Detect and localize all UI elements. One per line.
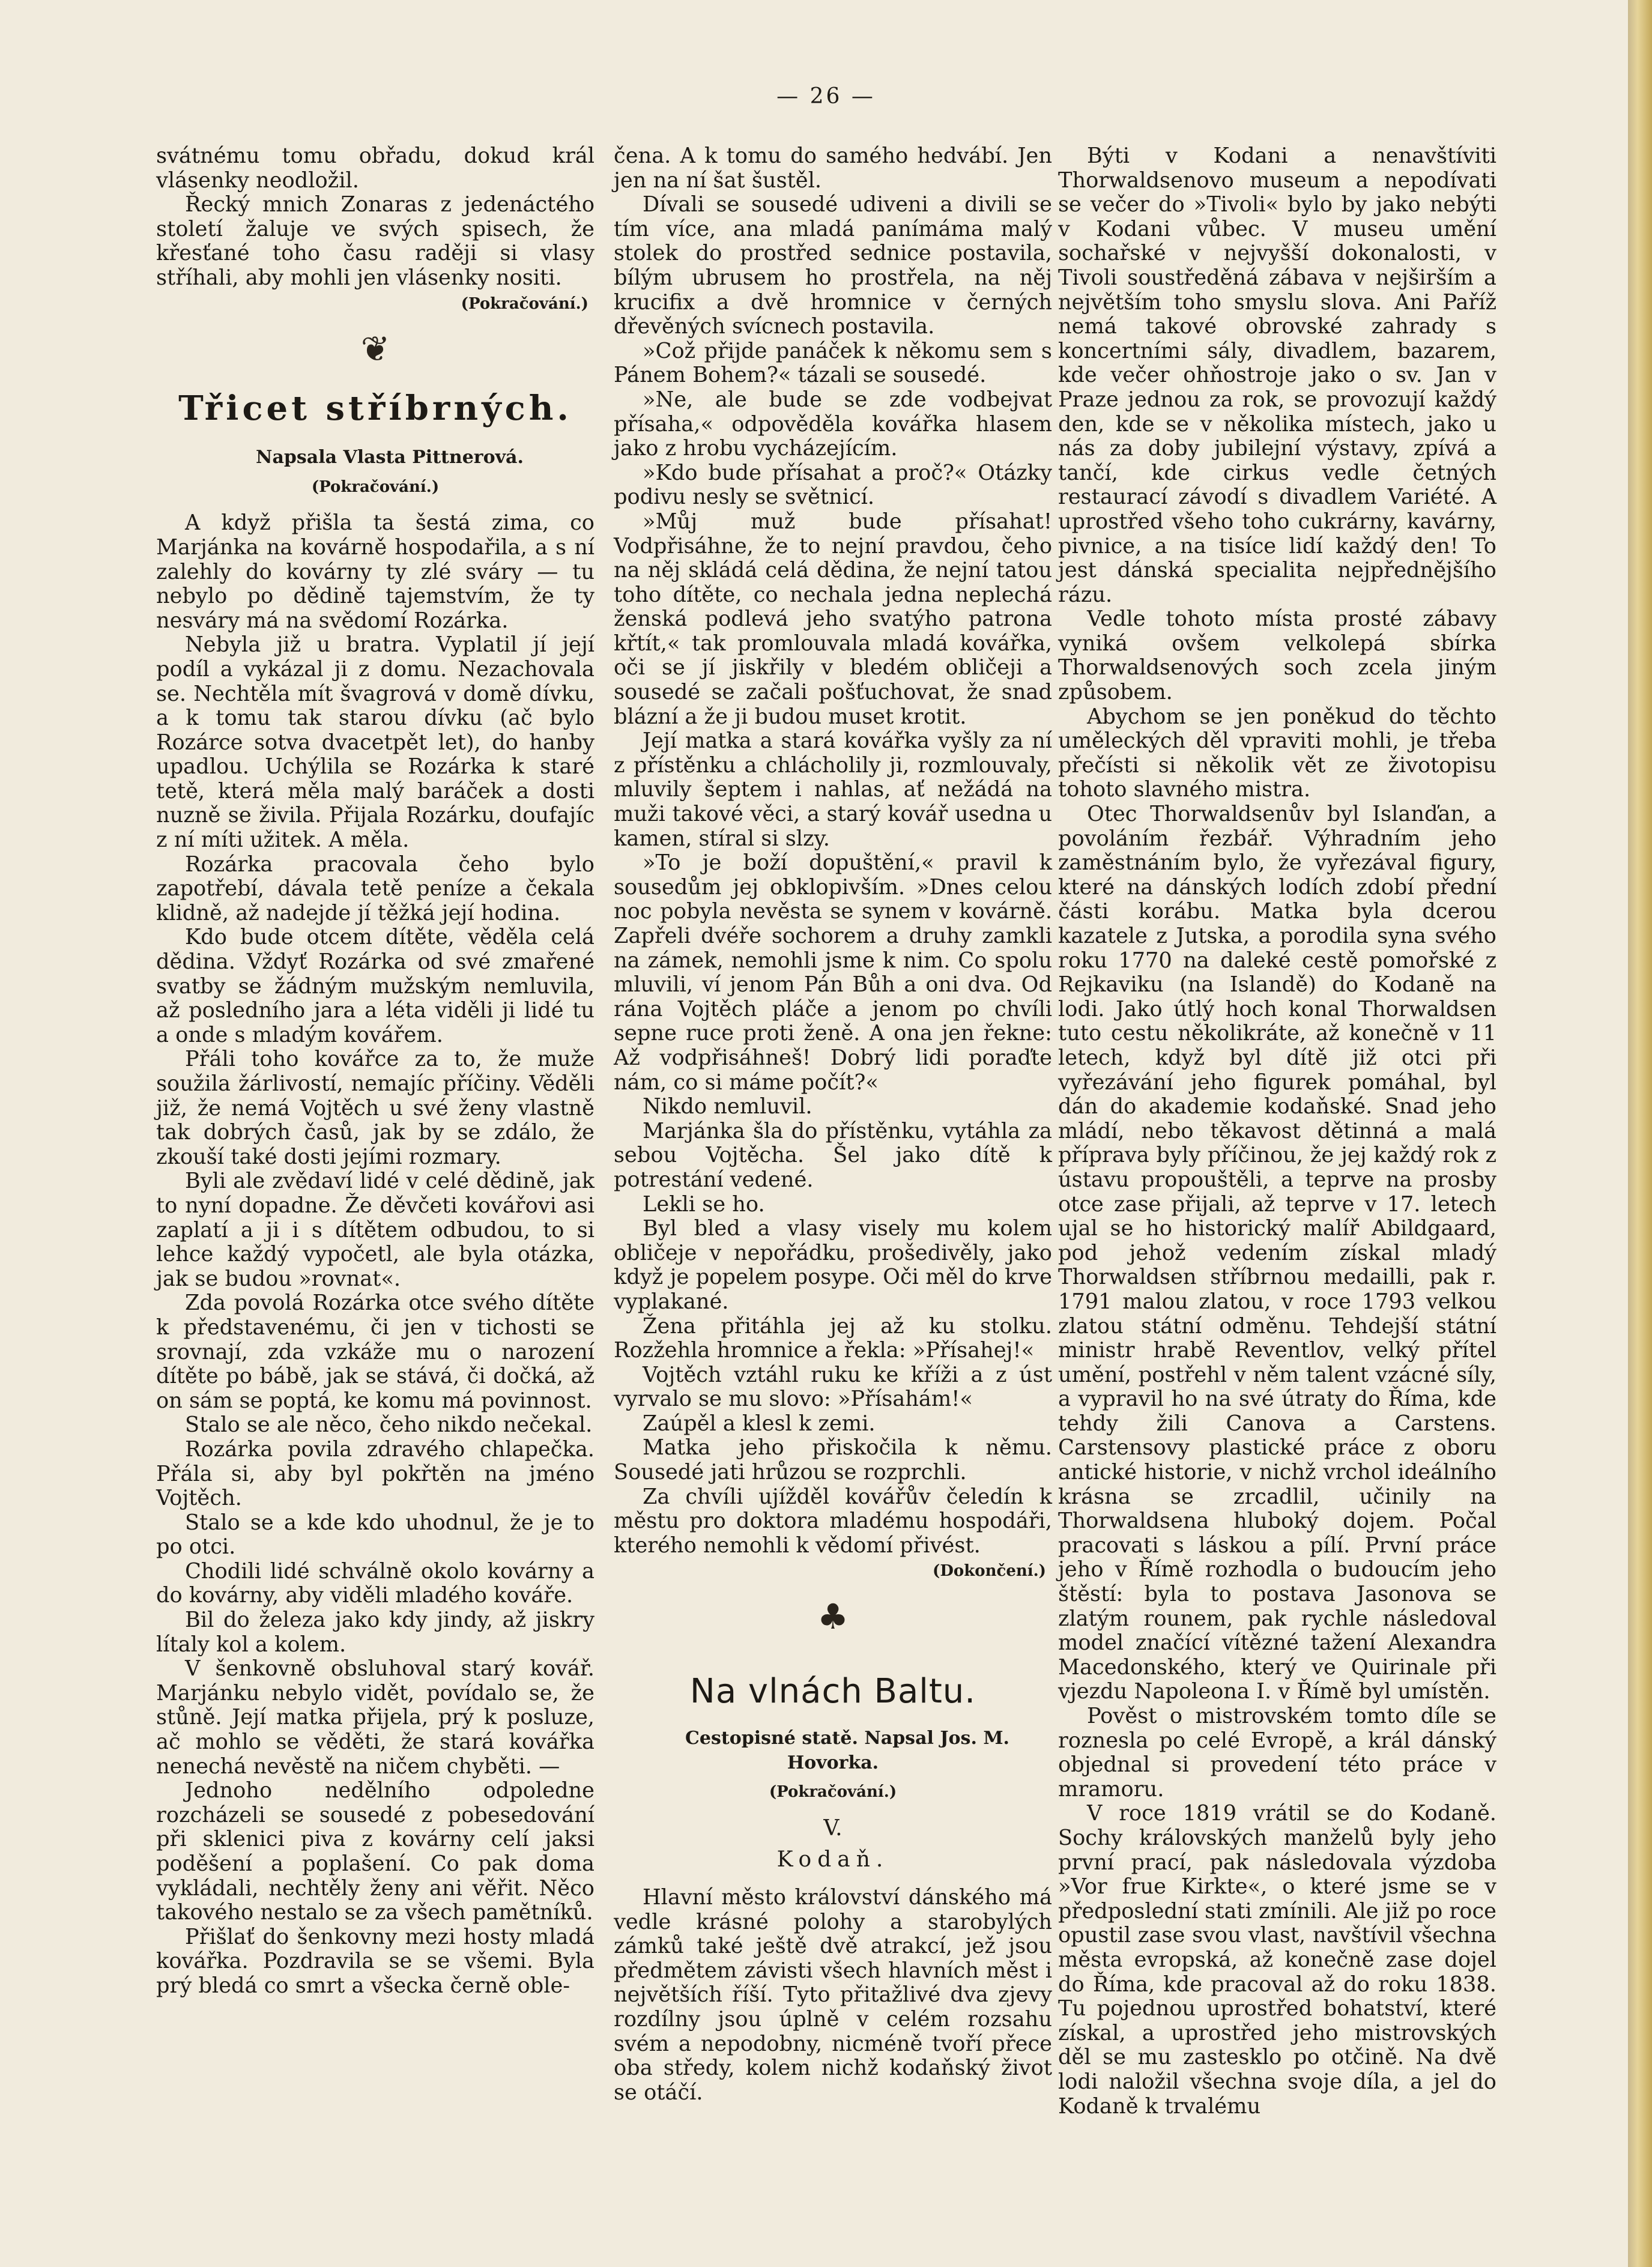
ornament-icon: ♣ [817,1596,849,1638]
paragraph: Pověst o mistrovském tomto díle se roznesla po celé Evropě, a král dánský objednal si provedení této práce v mramoru. [1058,1704,1496,1802]
paragraph: Otec Thorwaldsenův byl Islanďan, a povoláním řezbář. Výhradním jeho zaměstnáním bylo, že vyřezával figury, které na dánských lodích zdobí přední části korábu. Matka byla dcerou kazatele z Jutska, a porodila syna svého roku 1770 na daleké cestě pomořské z Rejkaviku (na Islandě) do Kodaně na lodi. Jako útlý hoch konal Thorwaldsen tuto cestu několikráte, až konečně v 11 letech, když byl dítě již otci při vyřezávání jeho figurek pomáhal, byl dán do akademie kodaňské. Snad jeho mládí, nebo těkavost dětinná a malá příprava byly příčinou, že jej každý rok z ústavu propouštěli, a teprve na prosby otce zase přijali, až teprve v 17. letech ujal se ho historický malíř Abildgaard, pod jehož vedením získal mladý Thorwaldsen stříbrnou medailli, pak r. 1791 malou zlatou, v roce 1793 velkou zlatou státní odměnu. Tehdejší státní ministr hrabě Reventlov, velký přítel umění, postřehl v něm talent vzácné síly, a vypravil ho na své útraty do Říma, kde tehdy žili Canova a Carstens. Carstensovy plastické práce z oboru antické historie, v nichž vrchol ideálního krásna se zrcadlil, učinily na Thorwaldsena hluboký dojem. Počal pracovati s láskou a pílí. První práce jeho v Římě rozhodla o budoucím jeho štěstí: byla to postava Jasonova se zlatým rounem, pak rychle následoval model značící vítězné tažení Alexandra Macedonského, který ve Quirinale při vjezdu Napoleona I. v Římě byl umístěn. [1058,802,1496,1704]
paragraph: Vojtěch vztáhl ruku ke kříži a z úst vyrvalo se mu slovo: »Přísahám!« [614,1362,1052,1412]
column-1 [156,144,595,1999]
paragraph: Nikdo nemluvil. [643,1094,812,1119]
paragraph: Rozárka pracovala čeho bylo zapotřebí, dávala tetě peníze a čekala klidně, až nadejde jí těžká její hodina. [156,852,595,925]
article-title: Třicet stříbrných. [178,389,572,429]
paragraph: Jednoho nedělního odpoledne rozcházeli se sousedé z pobesedování při sklenici piva z kovárny celí jaksi poděšení a poplašení. Co pak doma vykládali, nechtěly ženy ani věřit. Něco takového nestalo se za všech pamětníků. [156,1778,595,1925]
paragraph: Nebyla již u bratra. Vyplatil jí její podíl a vykázal ji z domu. Nezachovala se. Nechtěla mít švagrová v domě dívku, a k tomu tak starou dívku (ač bylo Rozárce sotva dvacetpět let), do hanby upadlou. Uchýlila se Rozárka k staré tetě, která měla malý baráček a dosti nuzně se živila. Přijala Rozárku, doufajíc z ní míti užitek. A měla. [156,632,595,853]
continuation-note: (Pokračování.) [311,477,440,496]
paragraph: Zda povolá Rozárka otce svého dítěte k představenému, či jen v tichosti se srovnají, zda vzkáže mu o narození dítěte po bábě, jak se stává, či dočká, až on sám se poptá, ke komu má povinnost. [156,1291,595,1413]
paragraph: Abychom se jen poněkud do těchto uměleckých děl vpraviti mohli, je třeba přečísti si několik vět ze životopisu tohoto slavného mistra. [1058,704,1496,802]
paragraph: »Můj muž bude přísahat! Vodpřisáhne, že to nejní pravdou, čeho na něj skládá celá dědina, že nejní tatou toho dítěte, co nechala jedna neplechá ženská podlevá jeho svatýho patrona křtít,« tak promlouvala mladá kovářka, oči se jí jiskřily v bledém obličeji a sousedé se začali pošťuchovat, že snad blázní a že ji budou muset krotit. [614,509,1052,729]
paragraph: »Kdo bude přísahat a proč?« Otázky podivu nesly se světnicí. [614,460,1052,510]
paragraph: Vedle tohoto místa prosté zábavy vyniká ovšem velkolepá sbírka Thorwaldsenových soch zcela jiným způsobem. [1058,607,1496,705]
paragraph: Za chvíli ujížděl kovářův čeledín k městu pro doktora mladému hospodáři, kterého nemohli k vědomí přivést. [614,1484,1052,1558]
paragraph: Marjánka šla do přístěnku, vytáhla za sebou Vojtěcha. Šel jako dítě k potrestání vedené. [614,1118,1052,1192]
column-3 [1058,144,1496,2119]
paragraph: Kdo bude otcem dítěte, věděla celá dědina. Vždyť Rozárka od své zmařené svatby se žádným mužským nemluvila, až posledního jara a léta viděli ji lidé tu a onde s mladým kovářem. [156,925,595,1047]
paragraph: Hlavní město království dánského má vedle krásné polohy a starobylých zámků také ještě dvě atrakcí, jež jsou předmětem závisti všech hlavních měst i největších říší. Tyto přitažlivé dva zjevy rozdílny jsou úplně v celém rozsahu svém a nepodobny, nicméně tvoří přece oba středy, kolem nichž kodaňský život se otáčí. [614,1885,1052,2105]
paragraph: Její matka a stará kovářka vyšly za ní z přístěnku a chlácholily ji, rozmlouvaly, mluvily šeptem i nahlas, ať nežádá na muži takové věci, a starý kovář usedna u kamen, stíral si slzy. [614,728,1052,851]
paragraph: Zaúpěl a klesl k zemi. [643,1411,876,1436]
paragraph: Přišlať do šenkovny mezi hosty mladá kovářka. Pozdravila se se všemi. Byla prý bledá co smrt a všecka černě oble- [156,1924,595,1998]
article-title: Na vlnách Baltu. [689,1672,976,1712]
paragraph: Matka jeho přiskočila k němu. Sousedé jati hrůzou se rozprchli. [614,1435,1052,1485]
paragraph: »Což přijde panáček k někomu sem s Pánem Bohem?« tázali se sousedé. [614,338,1052,388]
paragraph: Přáli toho kovářce za to, že muže soužila žárlivostí, nemajíc příčiny. Věděli již, že nemá Vojtěch u své ženy vlastně tak dobrých časů, jak by se zdálo, že zkouší také dosti jejími rozmary. [156,1047,595,1169]
ornament-icon: ❦ [360,328,390,370]
paragraph: Byl bled a vlasy visely mu kolem obličeje v nepořádku, prošedivěly, jako když je popelem posype. Oči měl do krve vyplakané. [614,1216,1052,1314]
paragraph: Dívali se sousedé udiveni a divili se tím více, ana mladá panímáma malý stolek do prostřed sednice postavila, bílým ubrusem ho prostřela, na něj krucifix a dvě hromnice v černých dřevěných svícnech postavila. [614,192,1052,339]
paragraph: A když přišla ta šestá zima, co Marjánka na kovárně hospodařila, a s ní zalehly do kovárny ty zlé sváry — tu nebylo po dědině tajemstvím, že ty nesváry má na svědomí Rozárka. [156,510,595,633]
paragraph: Bil do železa jako kdy jindy, až jiskry lítaly kol a kolem. [156,1608,595,1657]
chapter-title: Kodaň. [776,1847,889,1872]
paragraph: Chodili lidé schválně okolo kovárny a do kovárny, aby viděli mladého kováře. [156,1558,595,1608]
paragraph: V roce 1819 vrátil se do Kodaně. Sochy královských manželů byly jeho první prací, pak následovala výzdoba »Vor frue Kirkte«, o které jsme se v předposlední stati zmínili. Ale již po roce opustil zase svou vlast, navštívil všechna města evropská, až konečně zase dojel do Říma, kde pracoval až do roku 1838. Tu pojednou uprostřed bohatství, které získal, a uprostřed jeho mistrovských děl se mu zastesklo po otčině. Na dvě lodi naložil všechna svoje díla, a jel do Kodaně k trvalému [1058,1801,1496,2119]
continuation-note: (Pokračování.) [461,294,588,313]
paragraph: Řecký mnich Zonaras z jedenáctého století žaluje ve svých spisech, že křesťané toho času raději si vlasy stříhali, aby mohli jen vlásenky nositi. [156,192,595,290]
chapter-number: V. [823,1815,843,1841]
paragraph: »Ne, ale bude se zde vodbejvat přísaha,« odpověděla kovářka hlasem jako z hrobu vycházejícím. [614,387,1052,461]
paragraph: »To je boží dopuštění,« pravil k sousedům jej obklopivším. »Dnes celou noc pobyla nevěsta se synem v kovárně. Zapřeli dvéře sochorem a druhy zamkli na zámek, nemohli jsme k nim. Co spolu mluvili, ví jenom Pán Bůh a oni dva. Od rána Vojtěch pláče a jenom po chvíli sepne ruce proti ženě. A ona jen řekne: Až vodpřisáhneš! Dobrý lidi poraďte nám, co si máme počít?« [614,850,1052,1095]
continuation-note: (Pokračování.) [769,1783,897,1802]
book-spine-edge [1628,0,1652,2267]
paragraph: čena. A k tomu do samého hedvábí. Jen jen na ní šat šustěl. [614,144,1052,193]
article-byline: Cestopisné statě. Napsal Jos. M. Hovorka. [685,1728,1009,1773]
page-number: — 26 — [776,84,876,109]
paragraph: Žena přitáhla jej až ku stolku. Rozžehla hromnice a řekla: »Přísahej!« [614,1313,1052,1363]
paragraph: svátnému tomu obřadu, dokud král vlásenky neodložil. [156,144,595,193]
paragraph: Lekli se ho. [643,1191,765,1217]
paragraph: V šenkovně obsluhoval starý kovář. Marjánku nebylo vidět, povídalo se, že stůně. Její matka přijela, prý k posluze, ač mohlo se věděti, že stará kovářka nenechá nevěstě na ničem chyběti. — [156,1656,595,1779]
column-2 [614,144,1052,2105]
paragraph: Býti v Kodani a nenavštíviti Thorwaldsenovo museum a nepodívati se večer do »Tivoli« bylo by jako nebýti v Kodani vůbec. V museu umění sochařské v nejvyšší dokonalosti, v Tivoli soustředěná zábava v nejširším a největším toho smyslu slova. Ani Paříž nemá takové obrovské zahrady s koncertními sály, divadlem, bazarem, kde večer ohňostroje jako o sv. Jan v Praze jednou za rok, se provozují každý den, kde se v několika místech, jako u nás za doby jubilejní výstavy, zpívá a tančí, kde cirkus vedle četných restaurací závodí s divadlem Variété. A uprostřed všeho toho cukrárny, kavárny, pivnice, a na tisíce lidí každý den! To jest dánská specialita nejpřednějšího rázu. [1058,144,1496,607]
paragraph: Byli ale zvědaví lidé v celé dědině, jak to nyní dopadne. Že děvčeti kovářovi asi zaplatí a ji i s dítětem odbudou, to si lehce každý vypočetl, ale byla otázka, jak se budou »rovnat«. [156,1169,595,1291]
article-byline: Napsala Vlasta Pittnerová. [256,447,524,468]
paragraph: Rozárka povila zdravého chlapečka. Přála si, aby byl pokřtěn na jméno Vojtěch. [156,1436,595,1511]
paragraph: Stalo se ale něco, čeho nikdo nečekal. [185,1412,593,1438]
paragraph: Stalo se a kde kdo uhodnul, že je to po otci. [156,1510,595,1560]
end-note: (Dokončení.) [933,1562,1046,1581]
